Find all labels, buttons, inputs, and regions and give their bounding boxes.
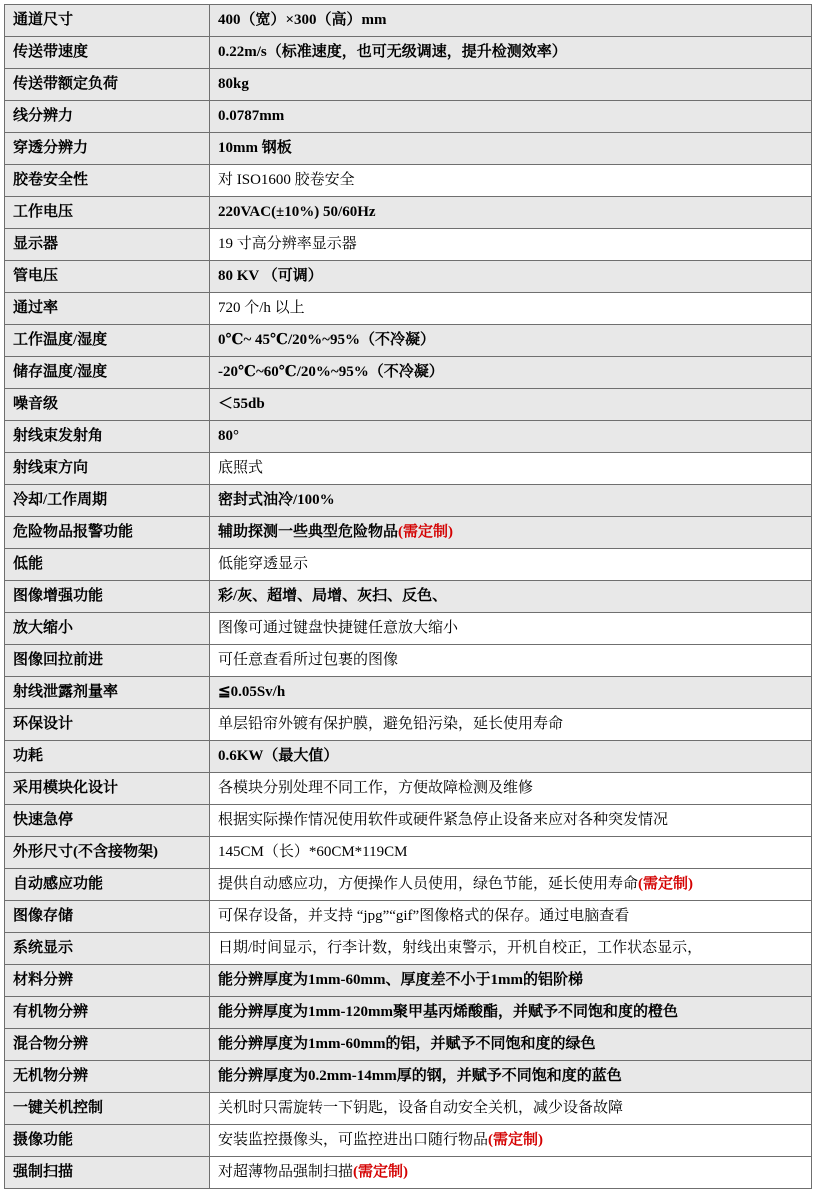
row-value-note: (需定制) — [488, 1131, 544, 1148]
row-value — [210, 997, 812, 1029]
row-label: 传送带额定负荷 — [5, 69, 210, 101]
row-value-text: 720 个/h 以上 — [218, 299, 305, 316]
row-value-text: 10mm 钢板 — [218, 139, 292, 156]
row-value — [210, 5, 812, 37]
row-label: 噪音级 — [5, 389, 210, 421]
row-value — [210, 165, 812, 197]
row-label: 显示器 — [5, 229, 210, 261]
table-row — [5, 901, 812, 933]
row-value-text: 图像可通过键盘快捷键任意放大缩小 — [218, 619, 459, 636]
row-value-note: (需定制) — [638, 875, 694, 892]
table-row — [5, 197, 812, 229]
row-value-text: 0.6KW（最大值） — [218, 747, 339, 764]
row-label: 放大缩小 — [5, 613, 210, 645]
row-value — [210, 933, 812, 965]
row-label: 图像存储 — [5, 901, 210, 933]
row-value — [210, 101, 812, 133]
row-value — [210, 485, 812, 517]
row-value — [210, 773, 812, 805]
row-label: 强制扫描 — [5, 1157, 210, 1189]
row-value — [210, 229, 812, 261]
table-row — [5, 37, 812, 69]
row-value — [210, 1029, 812, 1061]
row-value-text: 底照式 — [218, 459, 264, 476]
row-label: 通道尺寸 — [5, 5, 210, 37]
table-row — [5, 741, 812, 773]
row-value-note: (需定制) — [398, 523, 454, 540]
row-label: 射线泄露剂量率 — [5, 677, 210, 709]
row-value — [210, 389, 812, 421]
row-value — [210, 37, 812, 69]
table-row — [5, 645, 812, 677]
row-value-text: 彩/灰、超增、局增、灰扫、反色、 — [218, 587, 448, 604]
row-label: 一键关机控制 — [5, 1093, 210, 1125]
row-value — [210, 357, 812, 389]
table-row — [5, 965, 812, 997]
row-value — [210, 1061, 812, 1093]
row-value — [210, 837, 812, 869]
row-label: 工作温度/湿度 — [5, 325, 210, 357]
table-row — [5, 133, 812, 165]
row-value — [210, 325, 812, 357]
row-value — [210, 965, 812, 997]
row-value-text: 对超薄物品强制扫描 — [218, 1163, 354, 1180]
row-value-text: ＜55db — [218, 395, 265, 412]
row-value — [210, 197, 812, 229]
row-value-text: 400（宽）×300（高）mm — [218, 11, 387, 28]
row-label: 低能 — [5, 549, 210, 581]
row-label: 通过率 — [5, 293, 210, 325]
table-row — [5, 549, 812, 581]
row-value-text: 220VAC(±10%) 50/60Hz — [218, 203, 376, 220]
row-value-text: 0.0787mm — [218, 107, 285, 124]
table-row — [5, 229, 812, 261]
row-value-text: 对 ISO1600 胶卷安全 — [218, 171, 355, 188]
row-value — [210, 293, 812, 325]
table-row — [5, 485, 812, 517]
row-label: 外形尺寸(不含接物架) — [5, 837, 210, 869]
table-row — [5, 1125, 812, 1157]
row-value — [210, 453, 812, 485]
table-row — [5, 421, 812, 453]
row-value-text: 0℃~ 45℃/20%~95%（不冷凝） — [218, 331, 435, 348]
row-value — [210, 869, 812, 901]
row-value — [210, 709, 812, 741]
row-value — [210, 1157, 812, 1189]
row-value-text: 根据实际操作情况使用软件或硬件紧急停止设备来应对各种突发情况 — [218, 811, 669, 828]
row-value — [210, 677, 812, 709]
row-label: 材料分辨 — [5, 965, 210, 997]
row-label: 线分辨力 — [5, 101, 210, 133]
specification-table-body — [5, 5, 812, 1189]
row-value — [210, 613, 812, 645]
specification-table — [4, 4, 812, 1189]
table-row — [5, 293, 812, 325]
table-row — [5, 261, 812, 293]
table-row — [5, 1061, 812, 1093]
table-row — [5, 69, 812, 101]
table-row — [5, 1093, 812, 1125]
row-label: 环保设计 — [5, 709, 210, 741]
row-value-text: 各模块分别处理不同工作，方便故障检测及维修 — [218, 779, 534, 796]
table-row — [5, 453, 812, 485]
row-value — [210, 1125, 812, 1157]
row-value-text: 日期/时间显示，行李计数，射线出束警示，开机自校正，工作状态显示， — [218, 939, 703, 956]
table-row — [5, 165, 812, 197]
row-label: 冷却/工作周期 — [5, 485, 210, 517]
table-row — [5, 805, 812, 837]
row-value-text: 80° — [218, 427, 239, 444]
table-row — [5, 517, 812, 549]
row-value — [210, 645, 812, 677]
table-row — [5, 325, 812, 357]
row-label: 胶卷安全性 — [5, 165, 210, 197]
row-value-text: 可保存设备，并支持 “jpg”“gif”图像格式的保存。通过电脑查看 — [218, 907, 630, 924]
row-label: 传送带速度 — [5, 37, 210, 69]
row-value — [210, 421, 812, 453]
row-value-text: 80 KV （可调） — [218, 267, 323, 284]
row-value — [210, 901, 812, 933]
row-value-text: 辅助探测一些典型危险物品 — [218, 523, 399, 540]
row-label: 系统显示 — [5, 933, 210, 965]
row-label: 危险物品报警功能 — [5, 517, 210, 549]
table-row — [5, 389, 812, 421]
row-value — [210, 581, 812, 613]
table-row — [5, 773, 812, 805]
row-value-text: 能分辨厚度为0.2mm-14mm厚的钢，并赋予不同饱和度的蓝色 — [218, 1067, 622, 1084]
table-row — [5, 933, 812, 965]
row-value-text: 19 寸高分辨率显示器 — [218, 235, 357, 252]
row-value-text: 提供自动感应功，方便操作人员使用，绿色节能，延长使用寿命 — [218, 875, 639, 892]
row-value-text: 关机时只需旋转一下钥匙，设备自动安全关机，减少设备故障 — [218, 1099, 624, 1116]
table-row — [5, 709, 812, 741]
table-row — [5, 997, 812, 1029]
row-value — [210, 261, 812, 293]
row-value — [210, 1093, 812, 1125]
row-value-text: 能分辨厚度为1mm-120mm聚甲基丙烯酸酯，并赋予不同饱和度的橙色 — [218, 1003, 678, 1020]
row-value-text: -20℃~60℃/20%~95%（不冷凝） — [218, 363, 444, 380]
table-row — [5, 1029, 812, 1061]
table-row — [5, 837, 812, 869]
row-value — [210, 69, 812, 101]
row-value — [210, 805, 812, 837]
row-label: 管电压 — [5, 261, 210, 293]
table-row — [5, 613, 812, 645]
row-value-text: 安装监控摄像头，可监控进出口随行物品 — [218, 1131, 489, 1148]
row-label: 混合物分辨 — [5, 1029, 210, 1061]
row-value-text: 低能穿透显示 — [218, 555, 309, 572]
row-value-text: 80kg — [218, 75, 249, 92]
row-label: 工作电压 — [5, 197, 210, 229]
row-label: 自动感应功能 — [5, 869, 210, 901]
row-label: 快速急停 — [5, 805, 210, 837]
table-row — [5, 5, 812, 37]
row-value — [210, 133, 812, 165]
row-value — [210, 741, 812, 773]
table-row — [5, 357, 812, 389]
row-label: 储存温度/湿度 — [5, 357, 210, 389]
row-value — [210, 517, 812, 549]
row-value-text: 密封式油冷/100% — [218, 491, 335, 508]
row-label: 图像增强功能 — [5, 581, 210, 613]
row-label: 射线束发射角 — [5, 421, 210, 453]
row-label: 无机物分辨 — [5, 1061, 210, 1093]
row-value-text: 单层铅帘外镀有保护膜，避免铅污染，延长使用寿命 — [218, 715, 564, 732]
row-label: 图像回拉前进 — [5, 645, 210, 677]
table-row — [5, 869, 812, 901]
row-label: 功耗 — [5, 741, 210, 773]
row-value-text: 可任意查看所过包裹的图像 — [218, 651, 399, 668]
row-label: 采用模块化设计 — [5, 773, 210, 805]
table-row — [5, 677, 812, 709]
row-label: 射线束方向 — [5, 453, 210, 485]
row-value-note: (需定制) — [353, 1163, 409, 1180]
row-label: 有机物分辨 — [5, 997, 210, 1029]
table-row — [5, 101, 812, 133]
row-value-text: ≦0.05Sv/h — [218, 683, 286, 700]
row-label: 穿透分辨力 — [5, 133, 210, 165]
row-value — [210, 549, 812, 581]
row-label: 摄像功能 — [5, 1125, 210, 1157]
row-value-text: 0.22m/s（标准速度，也可无级调速，提升检测效率） — [218, 43, 567, 60]
table-row — [5, 581, 812, 613]
row-value-text: 能分辨厚度为1mm-60mm的铝，并赋予不同饱和度的绿色 — [218, 1035, 596, 1052]
row-value-text: 能分辨厚度为1mm-60mm、厚度差不小于1mm的铝阶梯 — [218, 971, 583, 988]
table-row — [5, 1157, 812, 1189]
row-value-text: 145CM（长）*60CM*119CM — [218, 843, 408, 860]
